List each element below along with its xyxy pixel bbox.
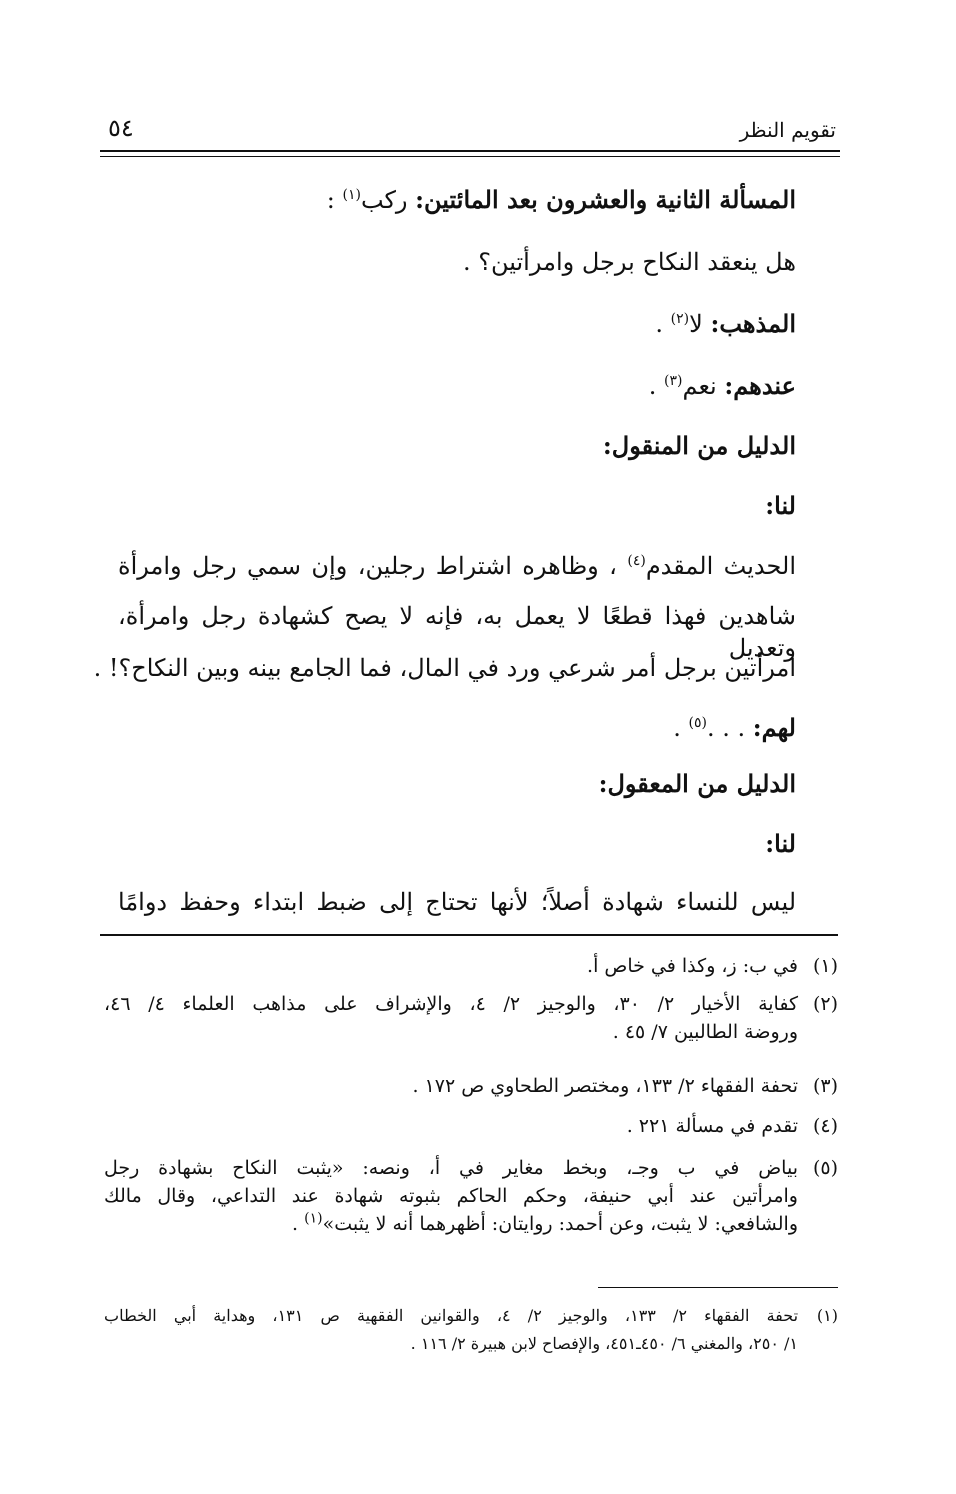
footnote-text-last (104, 1210, 798, 1238)
footnote-ref: (١) (304, 1210, 323, 1227)
footnote-ref: (١) (342, 187, 361, 203)
para1-text-a: الحديث المقدم (645, 552, 796, 580)
footnote-separator (100, 934, 838, 936)
footnote-ref: (٢) (670, 311, 690, 327)
footnote-text: تحفة الفقهاء ٢/ ١٣٣، والوجيز ٢/ ٤، والقوانين الفقهية ص ١٣١، وهداية أبي الخطاب (104, 1306, 799, 1325)
lahum-value: . . . (707, 714, 753, 742)
madhhab-end: . (655, 310, 671, 338)
footnote-text: كفاية الأخيار ٢/ ٣٠، والوجيز ٢/ ٤، والإشراف على مذاهب العلماء ٤/ ٤٦، (104, 993, 798, 1015)
footnote-text: ١/ ٢٥٠، والمغني ٦/ ٤٥٠ـ٤٥١، والإفصاح لابن هبيرة ٢/ ١١٦ . (410, 1334, 798, 1353)
paragraph-1-line-1 (118, 550, 796, 582)
madhhab-line (655, 308, 796, 340)
footnote-number: (٥) (812, 1157, 838, 1179)
paragraph-1-line-3: امرأتين برجل أمر شرعي ورد في المال، فما الجامع بينه وبين النكاح؟! . (93, 654, 796, 682)
lahum-line (673, 712, 796, 744)
page-header (108, 114, 836, 152)
indahum-value: نعم (682, 372, 725, 400)
madhhab-value: لا (689, 310, 711, 338)
question-line: هل ينعقد النكاح برجل وامرأتين؟ . (462, 248, 796, 276)
issue-heading-end: : (326, 186, 343, 214)
footnote-3 (104, 1072, 838, 1100)
footnote-5 (104, 1154, 838, 1238)
indahum-line (649, 370, 796, 402)
footnote-number: (١) (812, 955, 838, 977)
footnote-4 (104, 1112, 838, 1140)
footnote-number: (٤) (812, 1115, 838, 1137)
footnote-text: في ب: ز، وكذا في خاص أ. (587, 955, 798, 977)
paragraph-2-line-1: ليس للنساء شهادة أصلاً؛ لأنها تحتاج إلى ضبط ابتداء وحفظ دوامًا (118, 888, 796, 916)
footnote-2 (104, 990, 838, 1046)
issue-heading (327, 184, 796, 216)
footnote-text: والشافعي: لا يثبت، وعن أحمد: روايتان: أظهرهما أنه لا يثبت» (322, 1213, 798, 1235)
footnote-number: (٣) (812, 1075, 838, 1097)
footnote-text: وروضة الطالبين ٧/ ٤٥ . (612, 1021, 798, 1043)
issue-heading-title: المسألة الثانية والعشرون بعد المائتين: (415, 185, 796, 214)
para1-text-b: ، وظاهره اشتراط رجلين، وإن سمي رجل وامرأة (118, 552, 628, 580)
lana-heading-1: لنا: (765, 491, 796, 520)
sub-footnote-separator (598, 1287, 838, 1288)
lahum-label: لهم: (752, 713, 796, 742)
manqul-heading: الدليل من المنقول: (602, 431, 796, 460)
maqul-heading: الدليل من المعقول: (598, 769, 796, 798)
footnote-ref: (٣) (664, 373, 683, 389)
page-number: ٥٤ (108, 114, 134, 142)
footnote-number: (٢) (812, 993, 838, 1015)
footnote-ref: (٥) (688, 715, 707, 731)
footnote-text: وامرأتين عند أبي حنيفة، وحكم الحاكم بثبوته شهادة عند التداعي، وقال مالك (104, 1185, 798, 1207)
lahum-end: . (673, 714, 689, 742)
footnote-number: (١) (816, 1306, 838, 1325)
header-rule (100, 150, 840, 152)
issue-heading-rest: ركب (360, 186, 416, 214)
paragraph-1-line-2: شاهدين فهذا قطعًا لا يعمل به، فإنه لا يصح كشهادة رجل وامرأة، وتعديل (118, 602, 796, 662)
footnote-text: تحفة الفقهاء ٢/ ١٣٣، ومختصر الطحاوي ص ١٧٢ . (412, 1075, 798, 1097)
running-title: تقويم النظر (739, 118, 836, 142)
footnote-1 (104, 952, 838, 980)
madhhab-label: المذهب: (710, 309, 796, 338)
lana-heading-2: لنا: (765, 829, 796, 858)
indahum-label: عندهم: (724, 371, 796, 400)
footnote-text: تقدم في مسألة ٢٢١ . (626, 1115, 798, 1137)
indahum-end: . (648, 372, 665, 400)
footnote-text: بياض في ب وجـ، وبخط مغاير في أ، ونصه: «يثبت النكاح بشهادة رجل (104, 1157, 798, 1179)
footnote-end: . (292, 1213, 305, 1235)
footnote-ref: (٤) (627, 553, 646, 569)
sub-footnote (104, 1302, 838, 1358)
header-rule-thin (100, 156, 840, 157)
